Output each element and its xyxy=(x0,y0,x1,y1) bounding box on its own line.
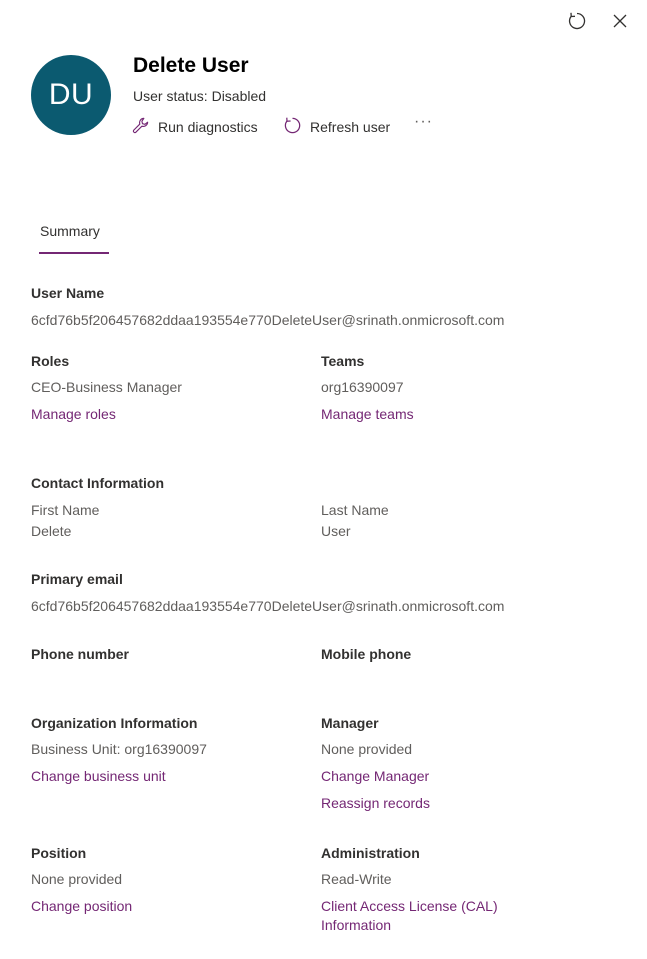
user-name-label: User Name xyxy=(31,285,105,301)
contact-information-label: Contact Information xyxy=(31,475,164,491)
last-name-value: User xyxy=(321,523,351,539)
position-label: Position xyxy=(31,845,87,861)
cal-information-link-line2: Information xyxy=(321,917,392,933)
user-status: User status: Disabled xyxy=(133,88,267,104)
refresh-user-button[interactable] xyxy=(283,116,390,138)
manager-value: None provided xyxy=(321,741,413,757)
administration-label: Administration xyxy=(321,845,420,861)
tab-selected-indicator xyxy=(39,252,109,254)
refresh-user-label: Refresh user xyxy=(310,119,391,135)
administration-value: Read-Write xyxy=(321,871,392,887)
change-business-unit-link[interactable]: Change business unit xyxy=(31,768,166,784)
roles-value: CEO-Business Manager xyxy=(31,379,182,395)
avatar xyxy=(31,55,111,135)
mobile-phone-label: Mobile phone xyxy=(321,646,412,662)
more-commands-button[interactable] xyxy=(414,113,433,131)
last-name-label: Last Name xyxy=(321,502,389,518)
refresh-panel-button[interactable] xyxy=(565,11,589,35)
primary-email-label: Primary email xyxy=(31,571,123,587)
first-name-value: Delete xyxy=(31,523,72,539)
organization-information-label: Organization Information xyxy=(31,715,198,731)
wrench-icon xyxy=(131,116,150,138)
manage-roles-link[interactable]: Manage roles xyxy=(31,406,116,422)
user-name-value: 6cfd76b5f206457682ddaa193554e770DeleteUser@srinath.onmicrosoft.com xyxy=(31,312,505,328)
refresh-icon xyxy=(567,11,587,36)
change-manager-link[interactable]: Change Manager xyxy=(321,768,430,784)
first-name-label: First Name xyxy=(31,502,100,518)
manager-label: Manager xyxy=(321,715,379,731)
run-diagnostics-label: Run diagnostics xyxy=(158,119,258,135)
manage-teams-link[interactable]: Manage teams xyxy=(321,406,414,422)
page-title: Delete User xyxy=(133,54,249,77)
close-icon xyxy=(612,13,628,34)
tab-summary[interactable]: Summary xyxy=(40,223,100,239)
roles-label: Roles xyxy=(31,353,70,369)
close-button[interactable] xyxy=(608,11,632,35)
refresh-user-icon xyxy=(283,116,302,138)
cal-information-link-line1: Client Access License (CAL) xyxy=(321,898,498,914)
avatar-initials: DU xyxy=(48,78,94,111)
more-icon: ··· xyxy=(414,113,433,130)
position-value: None provided xyxy=(31,871,123,887)
business-unit-value: Business Unit: org16390097 xyxy=(31,741,207,757)
teams-value: org16390097 xyxy=(321,379,404,395)
cal-information-link[interactable] xyxy=(321,898,498,933)
change-position-link[interactable]: Change position xyxy=(31,898,133,914)
primary-email-value: 6cfd76b5f206457682ddaa193554e770DeleteUser@srinath.onmicrosoft.com xyxy=(31,598,505,614)
reassign-records-link[interactable]: Reassign records xyxy=(321,795,430,811)
teams-label: Teams xyxy=(321,353,365,369)
run-diagnostics-button[interactable] xyxy=(131,116,258,138)
phone-number-label: Phone number xyxy=(31,646,130,662)
